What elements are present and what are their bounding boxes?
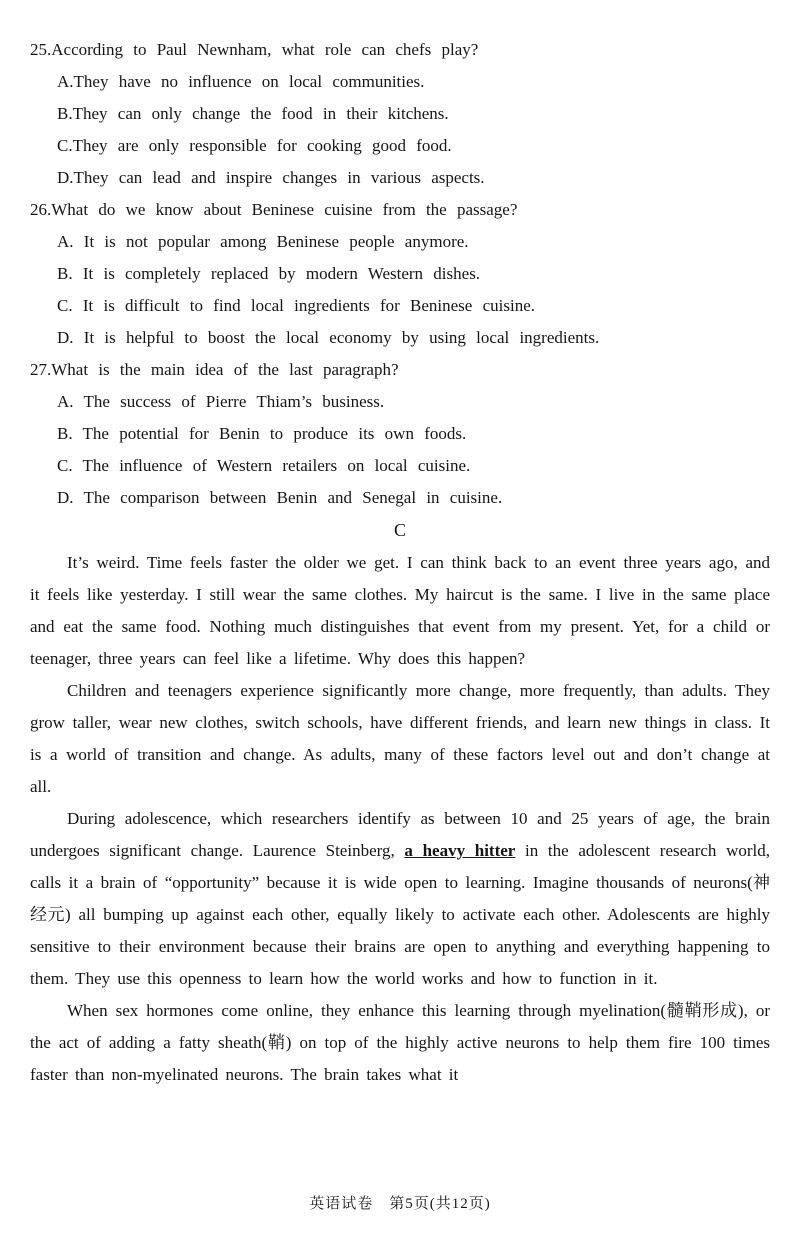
paragraph-text-after-emphasis: in the adolescent research world, calls it a brain of “opportunity” because it is wide open to learning. Imagine thousands of neurons(神经元) all bumping up against each other, equally likely to activate each other. Adolescents are highly sensitive to their environment because their brains are open to anything and everything happening to them. They use this openness to learn how the world works and how to function in it.: [30, 841, 770, 988]
question-stem: 26.What do we know about Beninese cuisine from the passage?: [30, 200, 518, 219]
question-option-d: D. The comparison between Benin and Senegal in cuisine.: [57, 488, 503, 507]
question-option-c: C. The influence of Western retailers on local cuisine.: [57, 456, 471, 475]
passage-paragraph-3: [30, 803, 770, 995]
question-stem: 25.According to Paul Newnham, what role can chefs play?: [30, 40, 479, 59]
question-option-b: B. The potential for Benin to produce its own foods.: [57, 424, 467, 443]
question-option-c: C.They are only responsible for cooking good food.: [57, 136, 452, 155]
paragraph-text-before-emphasis: During adolescence, which researchers identify as between 10 and 25 years of age, the brain undergoes significant change. Laurence Steinberg,: [30, 809, 770, 860]
emphasized-phrase: a heavy hitter: [404, 841, 516, 860]
passage-section-label: C: [393, 520, 406, 540]
question-option-c: C. It is difficult to find local ingredients for Beninese cuisine.: [57, 296, 535, 315]
question-stem: 27.What is the main idea of the last paragraph?: [30, 360, 399, 379]
question-26: [30, 194, 770, 354]
question-option-a: A. The success of Pierre Thiam’s business.: [57, 392, 385, 411]
question-option-b: B.They can only change the food in their kitchens.: [57, 104, 449, 123]
passage-paragraph-1: It’s weird. Time feels faster the older we get. I can think back to an event three years ago, and it feels like yesterday. I still wear the same clothes. My haircut is the same. I live in the same place and eat the same food. Nothing much distinguishes that event from my present. Yet, for a child or teenager, three years can feel like a lifetime. Why does this happen?: [30, 553, 770, 668]
question-25: [30, 34, 770, 194]
question-option-d: D.They can lead and inspire changes in various aspects.: [57, 168, 485, 187]
passage-paragraph-4: When sex hormones come online, they enhance this learning through myelination(髓鞘形成), or the act of adding a fatty sheath(鞘) on top of the highly active neurons to help them fire 100 times faster than non-myelinated neurons. The brain takes what it: [30, 1001, 770, 1084]
page-footer: 英语试卷 第5页(共12页): [309, 1196, 491, 1212]
question-option-a: A. It is not popular among Beninese people anymore.: [57, 232, 469, 251]
question-option-d: D. It is helpful to boost the local economy by using local ingredients.: [57, 328, 600, 347]
question-option-a: A.They have no influence on local communities.: [57, 72, 425, 91]
question-option-b: B. It is completely replaced by modern Western dishes.: [57, 264, 481, 283]
passage-paragraph-2: Children and teenagers experience significantly more change, more frequently, than adults. They grow taller, wear new clothes, switch schools, have different friends, and learn new things in class. It is a world of transition and change. As adults, many of these factors level out and don’t change at all.: [30, 681, 770, 796]
question-27: [30, 354, 770, 514]
